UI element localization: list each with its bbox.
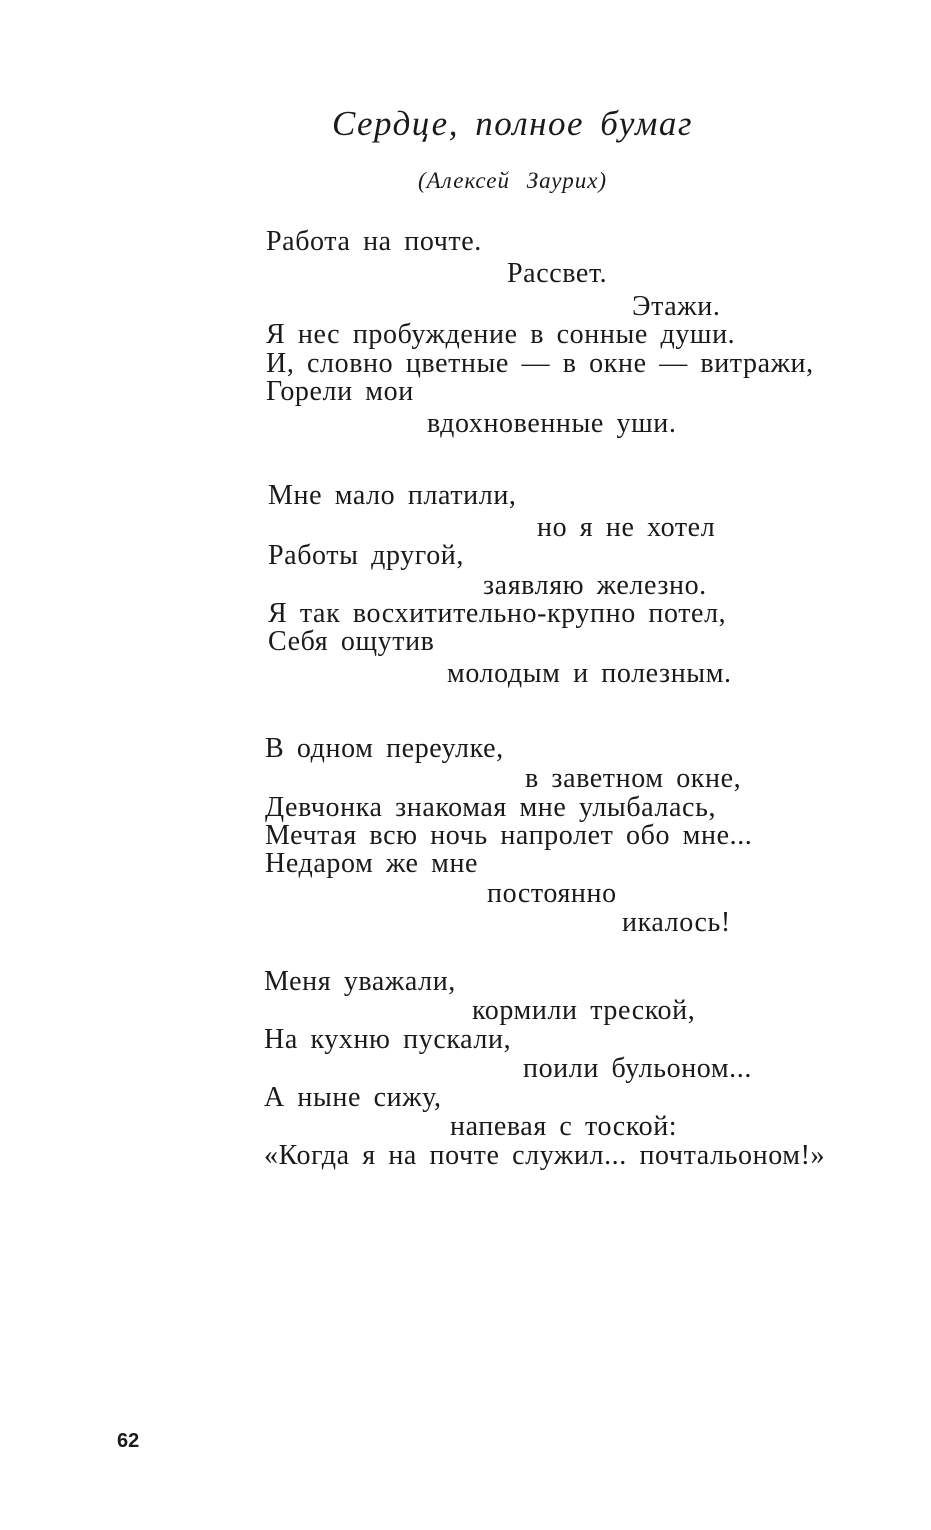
poem-line: постоянно	[487, 878, 617, 909]
poem-line: Недаром же мне	[265, 848, 479, 879]
poem-line: в заветном окне,	[525, 763, 742, 794]
poem-line: Меня уважали,	[264, 966, 456, 997]
poem-line: Работы другой,	[268, 540, 464, 571]
poem-line: икалось!	[622, 907, 731, 938]
poem-line: Работа на почте.	[266, 226, 482, 257]
poem-line: Себя ощутив	[268, 626, 435, 657]
poem-line: Горели мои	[266, 376, 414, 407]
poem-line: Девчонка знакомая мне улыбалась,	[265, 792, 717, 823]
poem-line: «Когда я на почте служил... почтальоном!»	[264, 1140, 826, 1171]
poem-line: вдохновенные уши.	[427, 408, 677, 439]
poem-line: заявляю железно.	[483, 570, 707, 601]
poem-line: В одном переулке,	[265, 733, 504, 764]
poem-line: Рассвет.	[507, 258, 608, 289]
poem-line: кормили треской,	[472, 995, 696, 1026]
poem-title: Сердце, полное бумаг	[331, 104, 694, 143]
poem-line: молодым и полезным.	[447, 658, 732, 689]
poem-author: (Алексей Заурих)	[417, 168, 608, 193]
poem-line: поили бульоном...	[523, 1053, 752, 1084]
page-number: 62	[117, 1430, 140, 1452]
poem-line: И, словно цветные — в окне — витражи,	[266, 348, 814, 379]
poem-line: А ныне сижу,	[264, 1082, 442, 1113]
poem-line: На кухню пускали,	[264, 1024, 512, 1055]
poem-line: Этажи.	[632, 291, 721, 322]
poem-line: Я нес пробуждение в сонные души.	[266, 319, 736, 350]
poem-line: Мне мало платили,	[268, 480, 517, 511]
poem-line: но я не хотел	[537, 512, 716, 543]
poem-line: Мечтая всю ночь напролет обо мне...	[265, 820, 753, 851]
poem-line: напевая с тоской:	[450, 1111, 678, 1142]
poem-line: Я так восхитительно-крупно потел,	[268, 598, 727, 629]
